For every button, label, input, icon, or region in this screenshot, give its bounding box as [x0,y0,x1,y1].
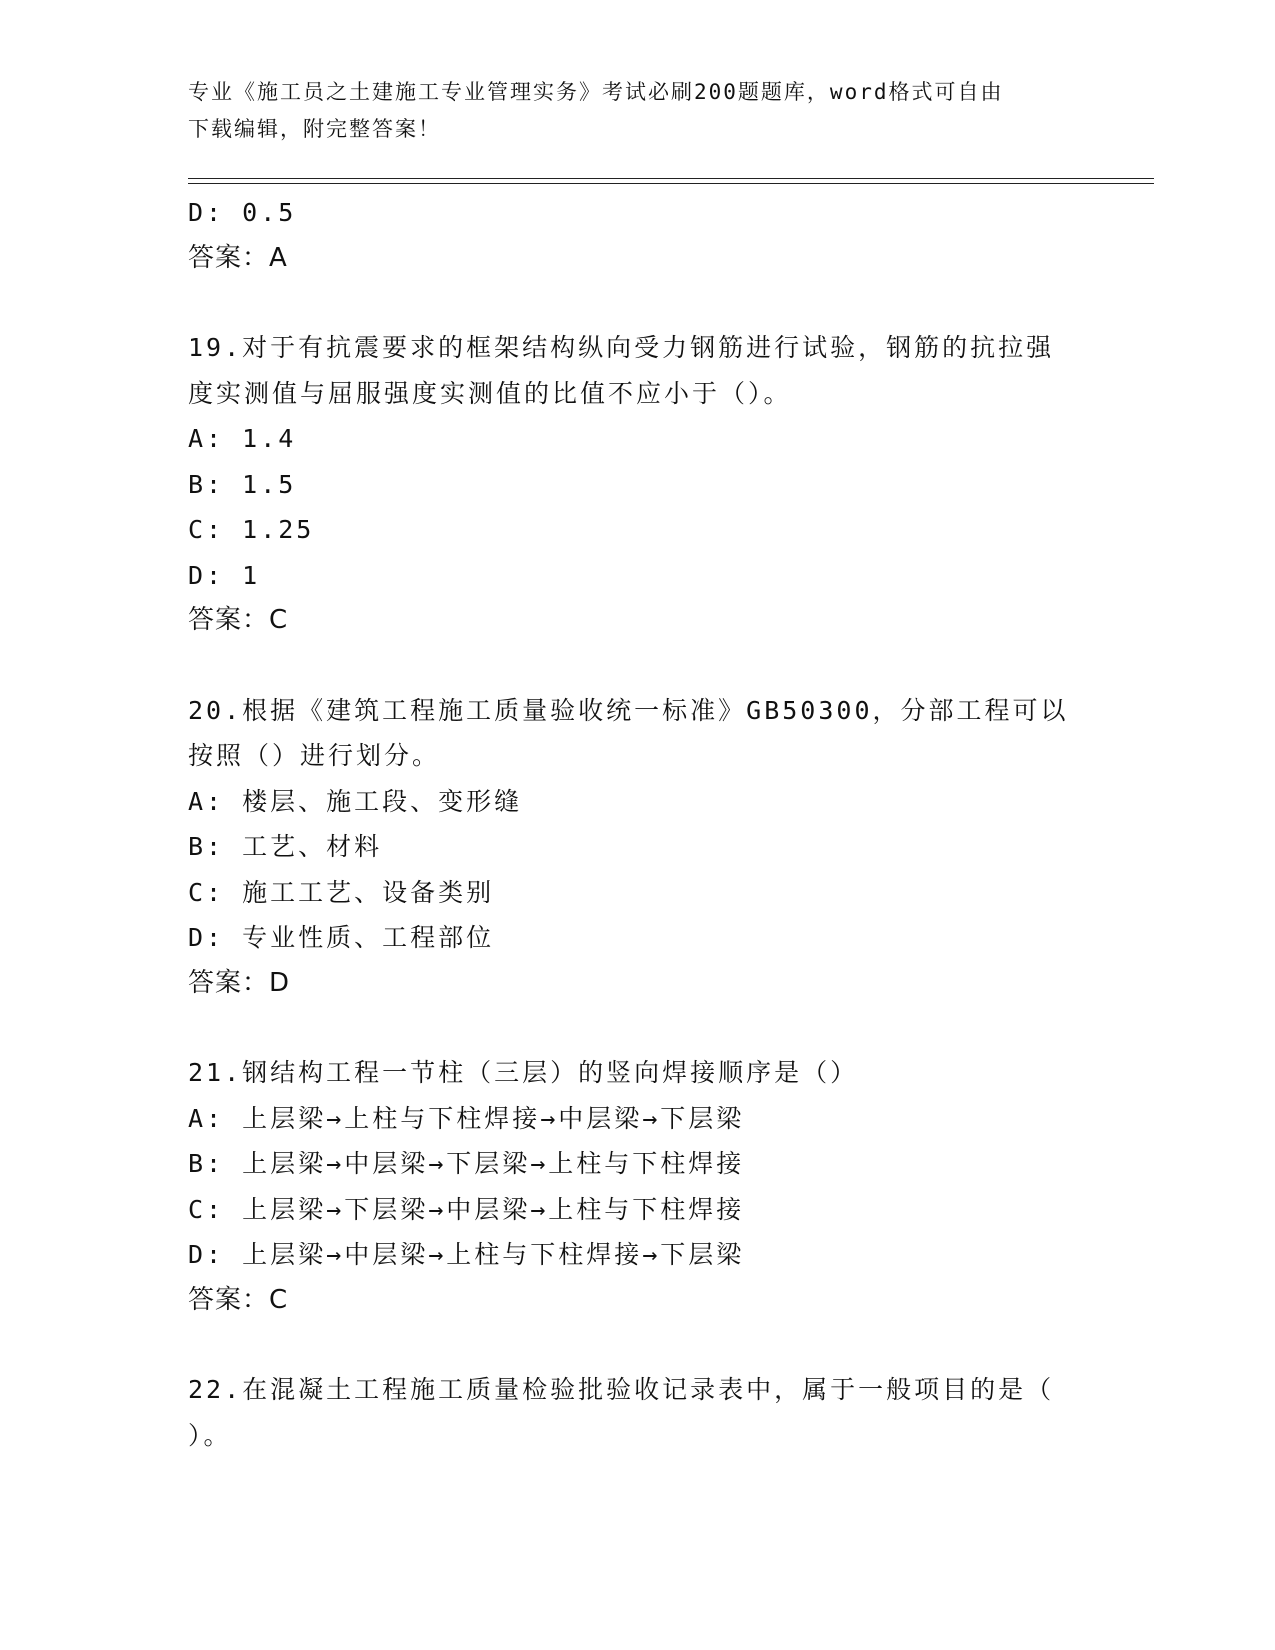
q19-option-c: C: 1.25 [188,515,315,544]
q19-answer: 答案：C [188,605,289,635]
q20-option-c: C: 施工工艺、设备类别 [188,877,495,907]
prev-option-d: D: 0.5 [188,198,297,227]
header-divider-bottom [188,183,1154,184]
q21-stem-line-1: 21.钢结构工程一节柱（三层）的竖向焊接顺序是（） [188,1058,859,1087]
q22-stem-line-2: ）。 [188,1420,232,1450]
prev-answer: 答案：A [188,242,288,273]
q21-option-a: A: 上层梁→上柱与下柱焊接→中层梁→下层梁 [188,1103,745,1133]
q21-answer: 答案：C [188,1284,289,1315]
spacer [188,644,1088,688]
q19-stem-line-1: 19.对于有抗震要求的框架结构纵向受力钢筋进行试验，钢筋的抗拉强 [188,333,1055,362]
q22-stem-line-1: 22.在混凝土工程施工质量检验批验收记录表中，属于一般项目的是（ [188,1375,1055,1404]
q19-option-d: D: 1 [188,560,261,590]
q20-stem-line-2: 按照（）进行划分。 [188,741,441,770]
q20-stem-line-1: 20.根据《建筑工程施工质量验收统一标准》GB50300，分部工程可以 [188,695,1069,725]
q19-option-b: B: 1.5 [188,469,297,499]
q21-option-d: D: 上层梁→中层梁→上柱与下柱焊接→下层梁 [188,1240,745,1269]
q19-stem-line-2: 度实测值与屈服强度实测值的比值不应小于（）。 [188,378,792,408]
q21-option-c: C: 上层梁→下层梁→中层梁→上柱与下柱焊接 [188,1194,745,1224]
header-line-2: 下载编辑，附完整答案！ [188,117,441,141]
q20-answer: 答案：D [188,967,291,998]
q19-option-a: A: 1.4 [188,424,297,453]
document-body [188,190,1088,1458]
header-line-1: 专业《施工员之土建施工专业管理实务》考试必刷200题题库，word格式可自由 [188,80,1004,104]
q20-option-b: B: 工艺、材料 [188,832,383,861]
q20-option-d: D: 专业性质、工程部位 [188,923,495,952]
q21-option-b: B: 上层梁→中层梁→下层梁→上柱与下柱焊接 [188,1149,745,1178]
q20-option-a: A: 楼层、施工段、变形缝 [188,786,523,816]
spacer [188,1006,1088,1050]
spacer [188,1323,1088,1367]
header-divider-top [188,178,1154,179]
spacer [188,281,1088,325]
page-header [188,74,1068,148]
